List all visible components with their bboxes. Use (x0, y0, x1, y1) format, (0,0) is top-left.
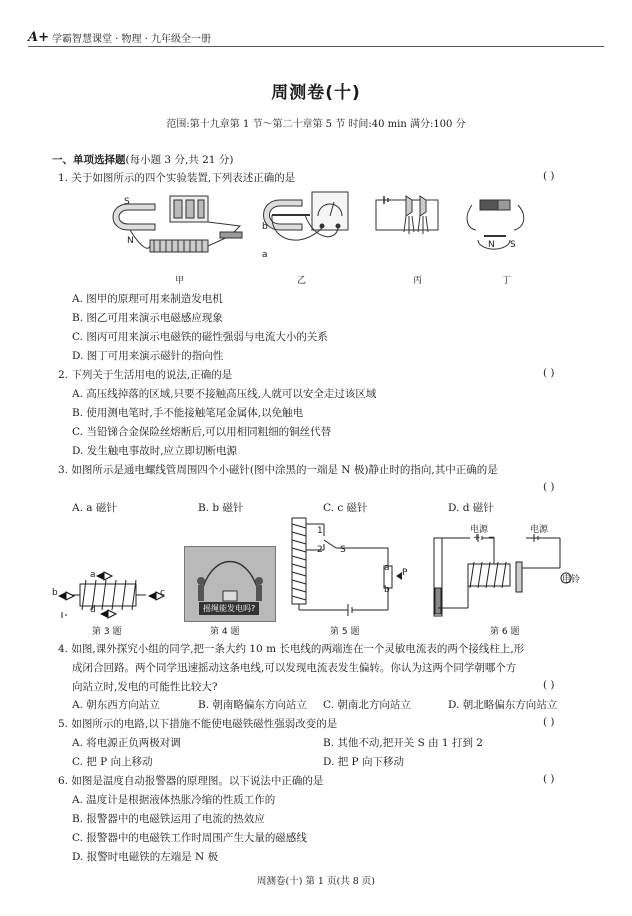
q1-fig-a-label: a (262, 250, 268, 260)
q5-stem: 5. 如图所示的电路,以下措施不能使电磁铁磁性强弱改变的是 (58, 718, 338, 730)
q1-label-ding: 丁 (502, 276, 512, 286)
fig4-caption: 第 4 题 (210, 627, 240, 637)
section-heading (52, 152, 233, 167)
q4-option-a: A. 朝东西方向站立 (72, 699, 160, 711)
fig5-label-1: 1 (317, 526, 323, 536)
q1-stem: 1. 关于如图所示的四个实验装置,下列表述正确的是 (58, 172, 296, 184)
needle-a-north (96, 572, 104, 580)
q2-answer-paren: ( ) (543, 367, 555, 379)
q6-option-a: A. 温度计是根据液体热胀冷缩的性质工作的 (72, 794, 276, 806)
fig3-label-c: c (160, 588, 165, 598)
page-header (28, 30, 211, 45)
fig-bing (376, 196, 438, 234)
q1-label-jia: 甲 (175, 276, 185, 286)
fig3-label-b: b (52, 588, 58, 598)
needle-a-south (104, 572, 112, 580)
q2-option-a: A. 高压线掉落的区域,只要不接触高压线,人就可以安全走过该区域 (72, 388, 377, 400)
fig3-solenoid (52, 562, 172, 620)
q4-stem-line2: 成闭合回路。两个同学迅速摇动这条电线,可以发现电流表发生偏转。你认为这两个同学朝哪个方 (72, 662, 517, 674)
q2-option-d: D. 发生触电事故时,应立即切断电源 (72, 445, 238, 457)
q1-fig-b-label: b (262, 222, 268, 232)
q4-stem-line3: 向站立时,发电的可能性比较大? (72, 681, 218, 693)
q2-option-c: C. 当铅锑合金保险丝熔断后,可以用相同粗细的铜丝代替 (72, 426, 332, 438)
q1-fig-n2-label: N (488, 240, 495, 250)
q6-stem: 6. 如图是温度自动报警器的原理图。以下说法中正确的是 (58, 775, 324, 787)
fig6-label-minus: − (488, 533, 496, 543)
q5-option-d: D. 把 P 向下移动 (323, 756, 404, 768)
q3-option-a: A. a 磁针 (72, 502, 117, 514)
q1-fig-n-label: N (127, 236, 134, 246)
q4-stem-line1: 4. 如图,课外探究小组的同学,把一条大约 10 m 长电线的两端连在一个灵敏电流表的两个接线柱上,形 (58, 643, 525, 655)
q6-answer-paren: ( ) (543, 773, 555, 785)
q5-option-a: A. 将电源正负两极对调 (72, 737, 181, 749)
q4-answer-paren: ( ) (543, 679, 555, 691)
q4-option-c: C. 朝南北方向站立 (323, 699, 411, 711)
q2-option-b: B. 使用测电笔时,手不能接触笔尾金属体,以免触电 (72, 407, 304, 419)
q3-option-b: B. b 磁针 (198, 502, 244, 514)
q1-figure (100, 186, 540, 260)
q6-option-c: C. 报警器中的电磁铁工作时周围产生大量的磁感线 (72, 832, 307, 844)
fig5-caption: 第 5 题 (330, 627, 360, 637)
q1-option-d: D. 图丁可用来演示磁针的指向性 (72, 350, 224, 362)
fig6-caption: 第 6 题 (490, 627, 520, 637)
page-title: 周测卷(十) (271, 83, 361, 103)
q4-option-b: B. 朝南略偏东方向站立 (198, 699, 307, 711)
q3-option-c: C. c 磁针 (323, 502, 368, 514)
q3-option-d: D. d 磁针 (448, 502, 494, 514)
needle-d-south (108, 610, 116, 618)
fig6-label-bell: 电铃 (562, 575, 581, 585)
fig5-circuit (288, 514, 418, 620)
q1-option-c: C. 图丙可用来演示电磁铁的磁性强弱与电流大小的关系 (72, 331, 328, 343)
fig3-caption: 第 3 题 (92, 627, 122, 637)
q1-fig-s-label: S (124, 197, 130, 207)
q4-option-d: D. 朝北略偏东方向站立 (448, 699, 558, 711)
q3-answer-paren: ( ) (543, 481, 555, 493)
page-footer: 周测卷(十) 第 1 页(共 8 页) (256, 876, 375, 887)
section-name: 一、单项选择题 (52, 154, 126, 166)
fig6-label-src2: 电源 (530, 525, 549, 535)
q3-stem: 3. 如图所示是通电螺线管周围四个小磁针(图中涂黑的一端是 N 极)静止时的指向,其中正确的是 (58, 464, 498, 476)
q5-answer-paren: ( ) (543, 716, 555, 728)
needle-d-north (100, 610, 108, 618)
q2-stem: 2. 下列关于生活用电的说法,正确的是 (58, 369, 233, 381)
fig4-photo (184, 546, 276, 622)
fig6-label-plus: + (473, 533, 481, 543)
q1-fig-s2-label: S (510, 240, 516, 250)
q1-option-b: B. 图乙可用来演示电磁感应现象 (72, 312, 223, 324)
fig6-label-src1: 电源 (470, 525, 489, 535)
q1-answer-paren: ( ) (543, 170, 555, 182)
section-note: (每小题 3 分,共 21 分) (125, 154, 234, 166)
header-text: 学霸智慧课堂 · 物理 · 九年级全一册 (51, 34, 212, 45)
needle-b-south (66, 592, 74, 600)
header-rule (28, 46, 604, 47)
needle-b-north (58, 592, 66, 600)
q1-label-yi: 乙 (297, 276, 307, 286)
fig5-label-p: P (402, 568, 408, 578)
needle-c-north (148, 592, 156, 600)
fig4-photo-tag: 摇绳能发电吗? (199, 602, 259, 615)
fig3-label-a: a (90, 570, 96, 580)
exam-scope: 范围:第十九章第 1 节～第二十章第 5 节 时间:40 min 满分:100 分 (166, 119, 466, 130)
fig5-label-b: b (384, 585, 390, 595)
fig5-label-2: 2 (317, 545, 323, 555)
q6-option-b: B. 报警器中的电磁铁运用了电流的热效应 (72, 813, 265, 825)
brand-logo: A+ (28, 30, 49, 45)
fig5-label-s: S (340, 545, 346, 555)
q1-label-bing: 丙 (413, 276, 423, 286)
q1-option-a: A. 图甲的原理可用来制造发电机 (72, 293, 223, 305)
q5-option-c: C. 把 P 向上移动 (72, 756, 153, 768)
q5-option-b: B. 其他不动,把开关 S 由 1 打到 2 (323, 737, 483, 749)
fig3-label-d: d (90, 605, 96, 615)
fig-yi (264, 192, 349, 240)
q6-option-d: D. 报警时电磁铁的左端是 N 极 (72, 851, 219, 863)
fig5-label-a: a (384, 563, 390, 573)
